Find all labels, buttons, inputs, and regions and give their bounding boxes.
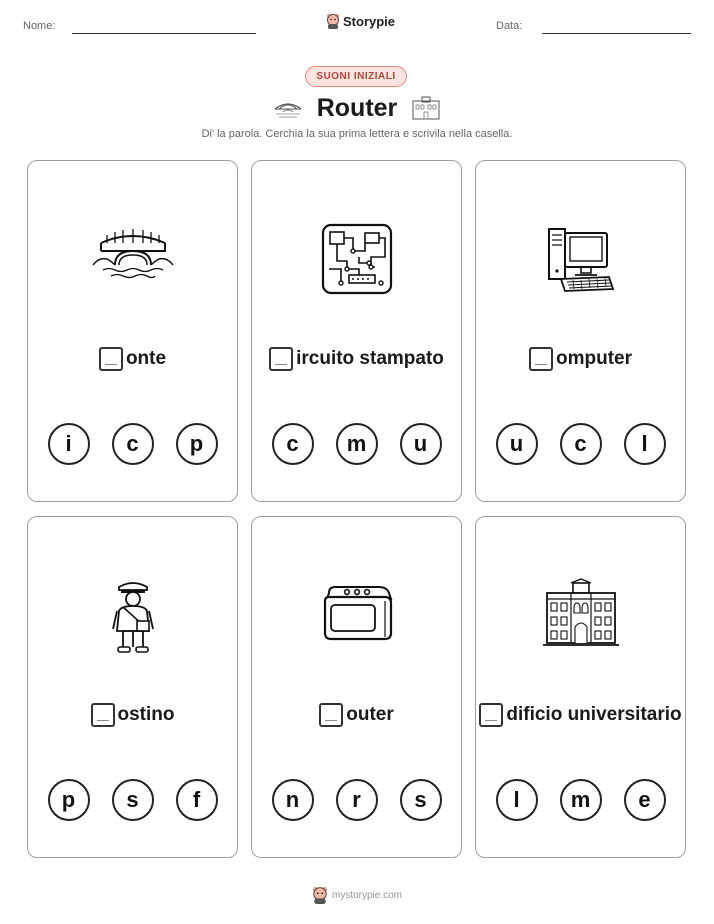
letter-choice[interactable]: m [336,423,378,465]
word-card [251,516,462,858]
letter-choices [28,779,237,821]
mascot-icon [326,13,340,29]
word-prompt [252,703,461,727]
postman-icon [103,577,163,657]
word-card [27,516,238,858]
building-small-icon [411,95,441,121]
letter-choice[interactable]: s [400,779,442,821]
letter-choice[interactable]: c [272,423,314,465]
letter-choice[interactable]: l [624,423,666,465]
letter-choice[interactable]: c [560,423,602,465]
date-label: Data: [496,20,523,32]
letter-choice[interactable]: p [48,779,90,821]
name-label: Nome: [23,20,56,32]
topic-badge: SUONI INIZIALI [305,66,407,87]
answer-box[interactable] [479,703,503,727]
answer-box[interactable] [269,347,293,371]
word-prompt [28,347,237,371]
word-prompt [476,347,685,371]
circuit-board-icon [319,221,395,297]
letter-choice[interactable]: n [272,779,314,821]
letter-choices [476,779,685,821]
bridge-small-icon [273,97,303,119]
word-rest: dificio universitario [506,704,682,725]
letter-choices [252,779,461,821]
word-rest: omputer [556,348,632,369]
word-prompt [252,347,461,371]
word-card [27,160,238,502]
name-line[interactable] [72,33,256,34]
page-title: Router [316,93,398,122]
letter-choice[interactable]: c [112,423,154,465]
letter-choice[interactable]: u [400,423,442,465]
letter-choice[interactable]: s [112,779,154,821]
letter-choice[interactable]: l [496,779,538,821]
answer-box[interactable] [319,703,343,727]
computer-icon [543,221,619,297]
word-prompt [28,703,237,727]
title-row [0,92,714,124]
footer [0,886,714,904]
date-line[interactable] [542,33,691,34]
answer-box[interactable] [91,703,115,727]
letter-choices [252,423,461,465]
answer-box[interactable] [529,347,553,371]
word-rest: outer [346,704,394,725]
answer-box[interactable] [99,347,123,371]
word-rest: ostino [117,704,175,725]
university-building-icon [543,577,619,649]
word-rest: ircuito stampato [296,348,444,369]
word-prompt [476,703,685,727]
word-card [475,160,686,502]
letter-choices [28,423,237,465]
router-icon [317,577,397,653]
letter-choice[interactable]: e [624,779,666,821]
letter-choice[interactable]: f [176,779,218,821]
letter-choices [476,423,685,465]
letter-choice[interactable]: i [48,423,90,465]
word-card [251,160,462,502]
instructions: Di' la parola. Cerchia la sua prima lettera e scrivila nella casella. [201,128,513,140]
word-rest: onte [125,348,167,369]
footer-url: mystorypie.com [331,889,402,901]
letter-choice[interactable]: m [560,779,602,821]
letter-choice[interactable]: r [336,779,378,821]
storypie-logo [326,13,395,29]
letter-choice[interactable]: p [176,423,218,465]
bridge-icon [91,221,175,281]
letter-choice[interactable]: u [496,423,538,465]
mascot-icon [312,886,328,904]
word-card [475,516,686,858]
logo-text: Storypie [343,13,396,29]
